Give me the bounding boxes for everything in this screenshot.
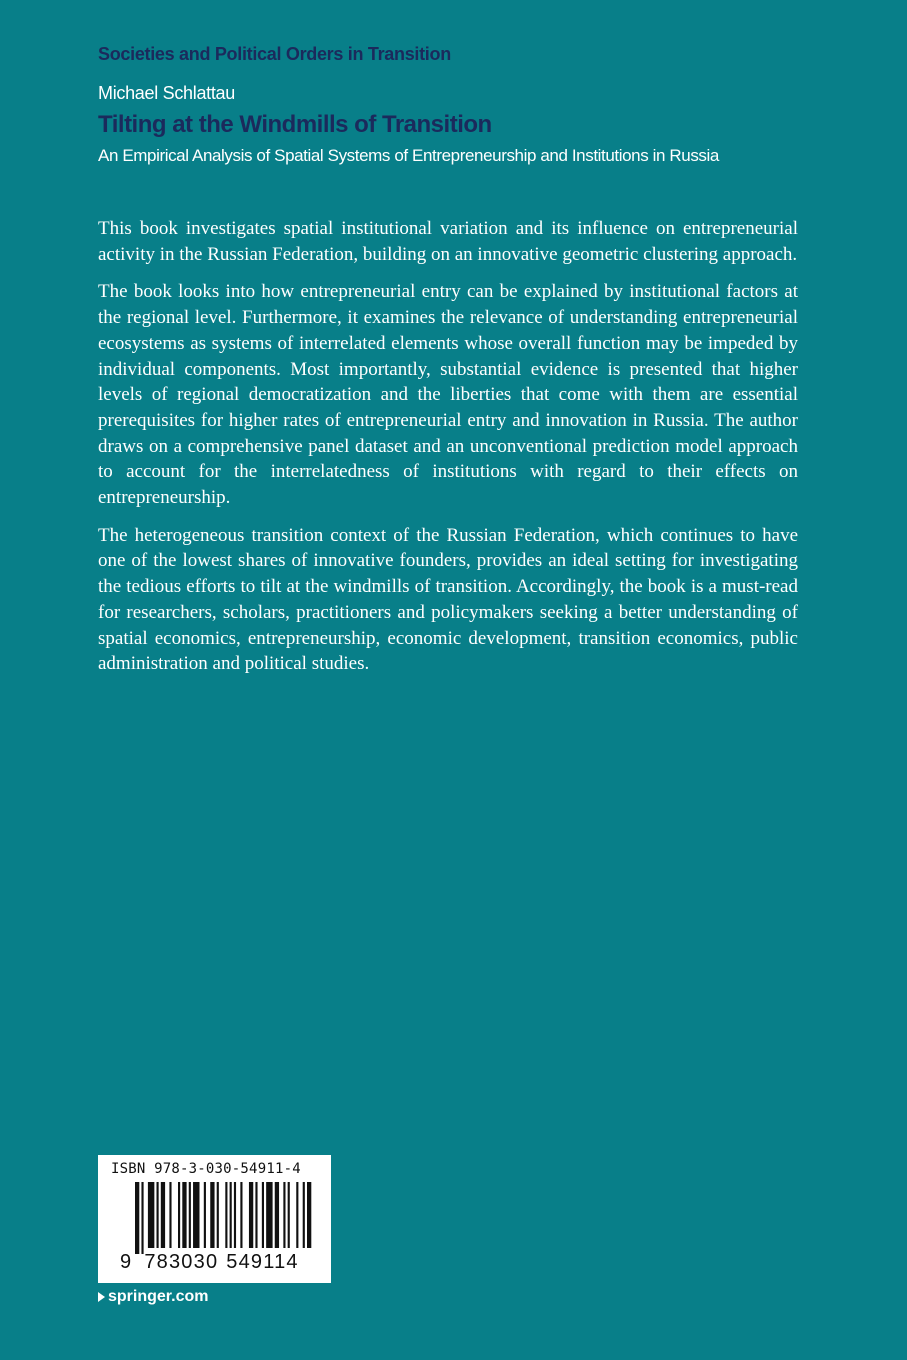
book-title: Tilting at the Windmills of Transition — [98, 111, 492, 138]
blurb-paragraph: This book investigates spatial institutional variation and its influence on entrepreneurial activity in the Russian Federation, building on an innovative geometric clustering approach. — [98, 218, 798, 265]
barcode-bar — [255, 1182, 257, 1248]
blurb-paragraph: The book looks into how entrepreneurial entry can be explained by institutional factors at the regional level. Furthermore, it examines the relevance of understanding entrepreneurial ecosystems as systems of interrelated elements whose overall function may be impeded by individual components. Most importantly, substantial evidence is presented that higher levels of regional democratization and the liberties that come with them are essential prerequisites for higher rates of entrepreneurial entry and innovation in Russia. The author draws on a comprehensive panel dataset and an unconventional prediction model approach to account for the interrelatedness of institutions with regard to their effects on entrepreneurship. — [98, 281, 798, 509]
ean-first-digit: 9 — [120, 1251, 133, 1273]
barcode-bar — [193, 1182, 199, 1248]
isbn-barcode — [98, 1155, 331, 1283]
barcode-bar — [230, 1182, 232, 1248]
barcode-bar — [240, 1182, 242, 1248]
ean-right-group: 549114 — [226, 1251, 299, 1273]
book-subtitle: An Empirical Analysis of Spatial Systems of Entrepreneurship and Institutions in Russia — [98, 146, 719, 165]
barcode-bar — [148, 1182, 154, 1248]
isbn-label: ISBN 978-3-030-54911-4 — [111, 1161, 301, 1177]
barcode-bar — [288, 1182, 290, 1248]
barcode-bar — [135, 1182, 139, 1254]
barcode-bar — [225, 1182, 227, 1248]
author-name: Michael Schlattau — [98, 83, 235, 103]
barcode-bar — [303, 1182, 305, 1248]
blurb-paragraph: The heterogeneous transition context of the Russian Federation, which continues to have one of the lowest shares of innovative founders, provides an ideal setting for investigating the tedious efforts to tilt at the windmills of transition. Accordingly, the book is a must-read for researchers, scholars, practitioners and policymakers seeking a better understanding of spatial economics, entrepreneurship, economic development, transition economics, public administration and political studies. — [98, 524, 798, 675]
barcode-bar — [204, 1182, 206, 1248]
barcode-bar — [169, 1182, 171, 1248]
barcode-bar — [141, 1182, 143, 1254]
barcode-bar — [307, 1182, 311, 1248]
ean-left-group: 783030 — [144, 1251, 219, 1273]
barcode-bar — [275, 1182, 279, 1248]
barcode-bar — [262, 1182, 264, 1248]
blurb-text — [98, 216, 798, 689]
barcode-bar — [266, 1182, 272, 1248]
barcode-bar — [210, 1182, 214, 1248]
barcode-bar — [178, 1182, 180, 1248]
barcode-bar — [189, 1182, 191, 1248]
barcode-bar — [217, 1182, 219, 1248]
barcode-bar — [161, 1182, 165, 1248]
barcode-bar — [283, 1182, 285, 1248]
ean-digits — [120, 1251, 299, 1274]
series-title: Societies and Political Orders in Transition — [98, 44, 451, 64]
barcode-bar — [157, 1182, 159, 1248]
publisher-link[interactable] — [98, 1288, 208, 1306]
arrow-right-icon — [98, 1292, 105, 1302]
publisher-url: springer.com — [108, 1288, 209, 1305]
barcode-bar — [296, 1182, 298, 1248]
barcode-bar — [249, 1182, 253, 1248]
barcode-bar — [234, 1182, 236, 1248]
barcode-bar — [182, 1182, 186, 1248]
